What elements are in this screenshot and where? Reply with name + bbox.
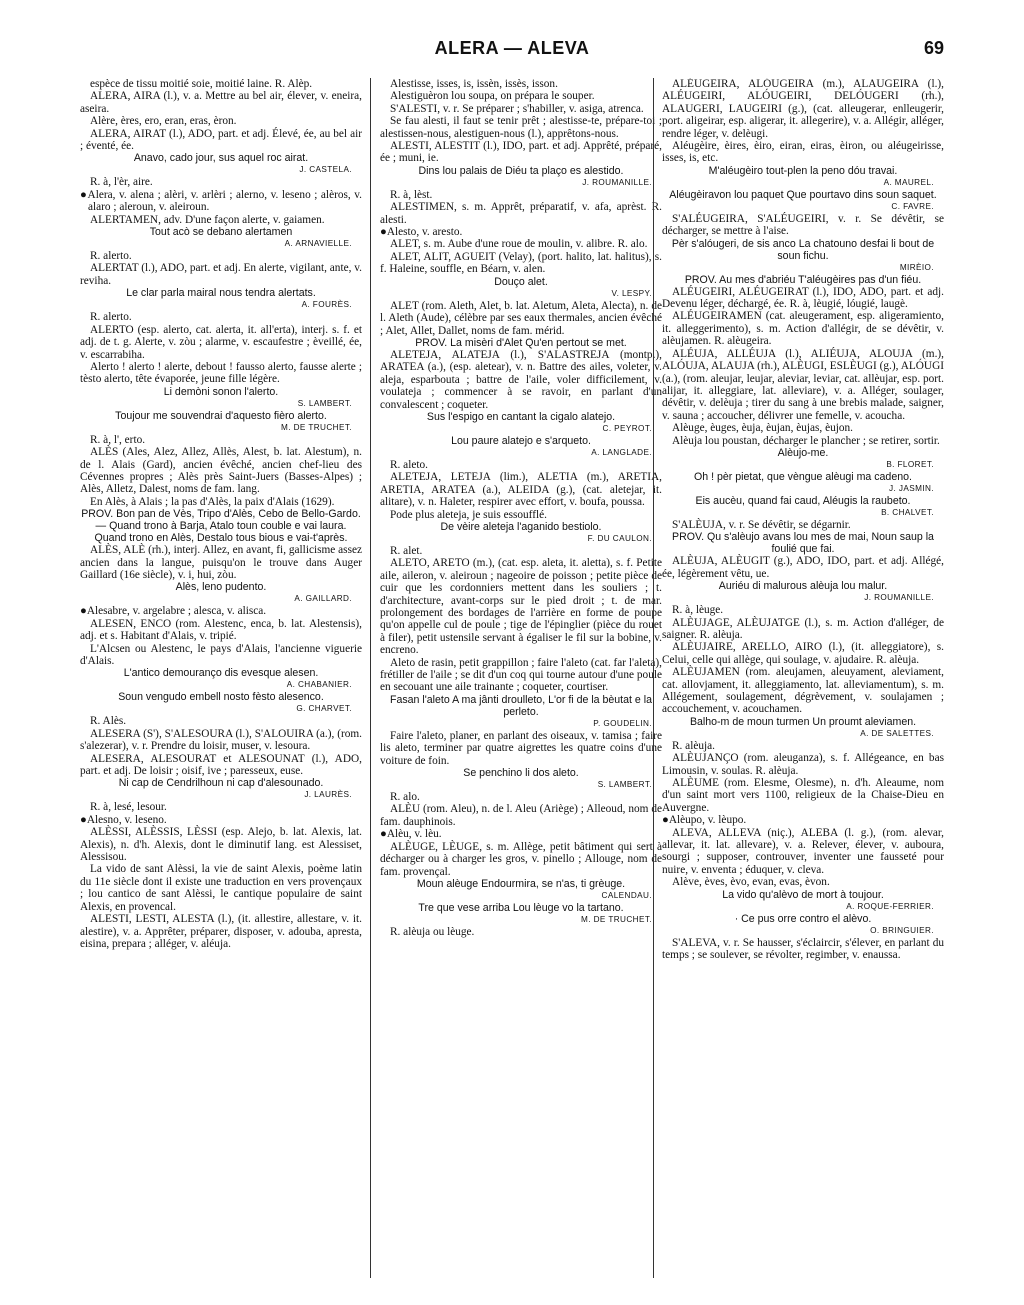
- running-title: ALERA — ALEVA: [434, 38, 590, 58]
- citation-quote: Quand trono en Alès, Destalo tous bious e vai-t'après.: [94, 532, 348, 545]
- citation-author: A. LANGLADE.: [591, 447, 652, 457]
- citation-author: C. FAVRE.: [891, 201, 934, 211]
- citation-author: A. ARNAVIELLE.: [284, 239, 352, 249]
- citation-author: S. LAMBERT.: [597, 780, 652, 790]
- citation-quote: Sus l'espigo en cantant la cigalo alatejo.: [426, 410, 616, 423]
- citation-author: M. DE TRUCHET.: [281, 422, 352, 432]
- citation-quote: Alèujo-me.: [777, 446, 829, 459]
- entry-text: ALETO, ARETO (m.), (cat. esp. aleta, it. aletta), s. f. Petite aile, aileron, v. aleiroun ; nageoire de poisson ; petite pièce de cuir que les cordonniers mettent dans les souliers ; t. d'architecture, avant-corps sur le pied droit ; t. de mar. prolongement des bordages de l'arrière en forme de poupe qu'on appelle cul de poule ; tige de l'épinglier (pièce du rouet à filer), petit ustensile servant à égaliser le fil sur la bobine, v. encreno.: [380, 557, 662, 657]
- citation-author: P. GOUDELIN.: [593, 718, 652, 728]
- entry-text: ALERTO (esp. alerto, cat. alerta, it. all'erta), interj. s. f. et adj. de t. g. Alerte, v. zòu ; alarme, v. escaufestre ; èveillé, ée, v. escarrabiha.: [80, 323, 362, 361]
- entry-text: R. alet.: [390, 544, 423, 557]
- citation-quote: Tout acò se debano alertamen: [149, 226, 293, 239]
- citation-quote: Moun alèuge Endourmira, se n'as, ti grèuge.: [416, 877, 626, 890]
- cross-reference: ●Alera, v. alena ; alèri, v. arlèri ; alerno, v. leseno ; alèros, v. alaro ; aleroun, v. aleiroun.: [80, 188, 362, 214]
- entry-text: ALESTI, ALESTIT (l.), IDO, part. et adj. Apprêté, préparé, ée ; muni, ie.: [380, 140, 662, 165]
- citation-quote: PROV. Bon pan de Vès, Tripo d'Alès, Cebo de Bello-Gardo.: [81, 508, 361, 521]
- entry-text: ALESTIMEN, s. m. Apprêt, préparatif, v. afa, aprèst. R. alesti.: [380, 201, 662, 226]
- entry-text: ALERA, AIRA (l.), v. a. Mettre au bel air, élever, v. eneira, aseira.: [80, 90, 362, 115]
- citation-quote: Se penchino li dos aleto.: [463, 767, 579, 780]
- citation-author: S. LAMBERT.: [297, 398, 352, 408]
- entry-text: ALERA, AIRAT (l.), ADO, part. et adj. Élevé, ée, au bel air ; éventé, ée.: [80, 127, 362, 153]
- citation-quote: M'aléugèiro tout-plen la peno dóu travai.: [708, 164, 898, 177]
- entry-text: Alestisse, isses, is, issèn, issès, isson.: [390, 78, 558, 90]
- citation-quote: Li demòni sonon l'alerto.: [163, 385, 279, 398]
- entry-text: ALET, s. m. Aube d'une roue de moulin, v. alibre. R. alo.: [390, 238, 648, 251]
- entry-text: ALESEN, ENCO (rom. Alestenc, enca, b. lat. Alestensis), adj. et s. Habitant d'Alais, v. tripié.: [80, 617, 362, 643]
- entry-text: R. à, lesé, lesour.: [90, 801, 167, 814]
- entry-text: Aleto de rasin, petit grappillon ; faire l'aleto (cat. far l'aleta), frétiller de l'aile ; se dit d'un coq qui tourne autour d'une poule en secouant une aile trainante ; coqueter, courtiser.: [380, 656, 662, 694]
- entry-text: ALETEJA, ALATEJA (l.), S'ALASTREJA (montp.), ARATEA (a.), (esp. aletear), v. n. Battre des ailes, voleter, v. aleja, esparbouta ; battre de l'aile, voler difficilement, v. voulateja ; commencer à se ravoir, en parlant d'un convalescent ; coqueter.: [380, 348, 662, 411]
- cross-reference: ●Alesto, v. aresto.: [380, 226, 463, 239]
- entry-text: Aléugèire, èires, èiro, eiran, eiras, èiron, ou aléugeirisse, isses, is, etc.: [662, 140, 944, 165]
- entry-text: ALÈUJAGE, ALÈUJATGE (l.), s. m. Action d'alléger, de saigner. R. alèuja.: [662, 616, 944, 641]
- citation-quote: Anavo, cado jour, sus aquel roc airat.: [133, 152, 309, 165]
- column-middle: [380, 78, 662, 1278]
- citation-author: A. CHABANIER.: [286, 680, 352, 690]
- entry-text: ALÈUME (rom. Elesme, Olesme), n. d'h. Aleaume, nom d'un saint mort vers 1100, religieux de la Chaise-Dieu en Auvergne.: [662, 777, 944, 814]
- entry-text: ALÉUGEIRA, ALÓUGEIRA (m.), ALAUGEIRA (l.), ALÉUGEIRI, ALÓUGEIRI, DELÓUGERI (rh.), ALAUGERI, LAUGEIRI (g.), (cat. alleugerar, enlleugerir, port. aligeirar, esp. aligerar, it. allegerire), v. a. Allégir, alléger, rendre léger, v. delèugi.: [662, 78, 944, 140]
- entry-text: En Alès, à Alais ; la pas d'Alès, la paix d'Alais (1629).: [90, 495, 335, 508]
- column-right: [662, 78, 944, 1278]
- citation-quote: Pèr s'alóugeri, de sis anco La chatouno desfai li bout de soun fichu.: [671, 237, 935, 262]
- entry-text: ALET, ALIT, AGUEIT (Velay), (port. halito, lat. halitus), s. f. Haleine, souffle, en Béarn, v. alen.: [380, 250, 662, 276]
- entry-text: S'ALÈUJA, v. r. Se dévêtir, se dégarnir.: [672, 518, 851, 531]
- citation-quote: Ni cap de Cendrilhoun ni cap d'alesounado.: [118, 777, 324, 790]
- citation-author: G. CHARVET.: [296, 704, 352, 714]
- citation-quote: Aléugèiravon lou paquet Que pourtavo dins soun saquet.: [669, 188, 937, 201]
- entry-text: R. à, l', erto.: [90, 433, 146, 446]
- citation-quote: Alès, leno pudento.: [175, 581, 267, 594]
- citation-quote: De vèire aleteja l'aganido bestiolo.: [440, 520, 602, 533]
- entry-text: R. alerto.: [90, 311, 132, 324]
- entry-text: ALÈUJANÇO (rom. aleuganza), s. f. Allégeance, en bas Limousin, v. soulas. R. alèuja.: [662, 752, 944, 777]
- citation-quote: — Quand trono à Barja, Atalo toun couble e vai laura.: [95, 520, 347, 533]
- entry-text: R. alerto.: [90, 250, 132, 263]
- citation-author: J. ROUMANILLE.: [582, 177, 652, 187]
- entry-text: R. Alès.: [90, 715, 127, 728]
- citation-quote: Soun vengudo embell nosto fèsto alesenco.: [118, 691, 324, 704]
- citation-quote: L'antico demouranço dis evesque alesen.: [123, 667, 319, 680]
- citation-quote: La vido qu'alèvo de mort à toujour.: [722, 888, 884, 901]
- citation-author: A. FOURÈS.: [301, 300, 352, 310]
- entry-text: ALÈUJAIRE, ARELLO, AIRO (l.), (it. alleggiatore), s. Celui, celle qui allège, qui soulage, v. ajudaire. R. alèuja.: [662, 641, 944, 666]
- cross-reference: ●Alèupo, v. lèupo.: [662, 814, 747, 827]
- cross-reference: ●Alesabre, v. argelabre ; alesca, v. alisca.: [80, 605, 267, 618]
- running-header: [0, 38, 1024, 68]
- entry-text: ALETEJA, LETEJA (lim.), ALETIA (m.), ARETIA, ARETIA, ARATEA (a.), ALEIDA (g.), (cat. aletejar, it. alitare), v. n. Haleter, respirer avec effort, v. boufa, poussa.: [380, 471, 662, 509]
- citation-author: J. CASTELA.: [299, 165, 352, 175]
- entry-text: ALESERA, ALESOURAT et ALESOUNAT (l.), ADO, part. et adj. De loisir ; oisif, ive ; paresseux, euse.: [80, 752, 362, 778]
- entry-text: R. alèuja.: [672, 739, 715, 752]
- citation-quote: Auriéu di malurous alèuja lou malur.: [718, 580, 888, 593]
- entry-text: Alèuja lou poustan, décharger le plancher ; se retirer, sortir.: [672, 434, 940, 447]
- citation-author: J. LAURÈS.: [304, 790, 352, 800]
- citation-author: M. DE TRUCHET.: [581, 914, 652, 924]
- citation-quote: PROV. Au mes d'abriéu T'aléugèires pas d'un fiéu.: [684, 273, 922, 286]
- citation-author: B. CHALVET.: [881, 507, 934, 517]
- citation-author: CALENDAU.: [601, 890, 652, 900]
- citation-quote: Le clar parla mairal nous tendra alertats.: [126, 287, 316, 300]
- column-left: [80, 78, 362, 1278]
- citation-author: A. MAUREL.: [883, 177, 934, 187]
- entry-text: Alève, èves, èvo, evan, evas, èvon.: [672, 876, 830, 889]
- entry-text: ALÉUGEIRI, ALÉUGEIRAT (l.), IDO, ADO, part. et adj. Devenu léger, déchargé, ée. R. à, lèugié, lóugié, laugè.: [662, 285, 944, 311]
- citation-author: O. BRINGUIER.: [870, 925, 934, 935]
- entry-text: ALÈS (Ales, Alez, Allez, Allès, Alest, b. lat. Alestum), n. de l. Alais (Gard), ancien évêché, ancien chef-lieu des Cévennes propres ; Alès près Saint-Juers (Basses-Alpes) ; Alès, Alletz, Dalest, noms de fam. lang.: [80, 446, 362, 496]
- entry-text: Alère, ères, ero, eran, eras, èron.: [90, 115, 237, 128]
- entry-text: ALÈS, ALÈ (rh.), interj. Allez, en avant, fi, gallicisme assez ancien dans la langue, puisqu'on le trouve dans Auger Gaillard (16e siècle), v. i, hui, zòu.: [80, 544, 362, 581]
- citation-quote: Dins lou palais de Diéu ta plaço es alestido.: [418, 164, 624, 177]
- entry-text: Alerto ! alerto ! alerte, debout ! fausso alerto, fausse alerte ; tèsto alerto, tête évaporée, jeune fille légère.: [80, 360, 362, 386]
- citation-author: A. DE SALETTES.: [860, 728, 934, 738]
- column-divider: [653, 78, 654, 1278]
- column-divider: [370, 78, 371, 1278]
- entry-text: ALÈUJAMEN (rom. aleujamen, aleuyament, aleviament, cat. allovjament, it. alleggiamento, lat. alleviamentum), s. m. Allégement, soulagement, dégrèvement, v. soulajamen ; accouchement, v. acouchamen.: [662, 666, 944, 716]
- entry-text: Faire l'aleto, planer, en parlant des oiseaux, v. tamisa ; faire lis aleto, terminer par quatre aigrettes les quatre coins d'une voiture de foin.: [380, 729, 662, 767]
- citation-author: F. DU CAULON.: [587, 533, 652, 543]
- entry-text: R. alèuja ou lèuge.: [390, 925, 475, 938]
- entry-text: ALÉUGEIRAMEN (cat. aleugerament, esp. aligeramiento, it. alleggerimento), s. m. Action d'allégir, de se dévêtir, v. alèujamen. R. alèugeira.: [662, 310, 944, 348]
- citation-quote: PROV. La misèri d'Alet Qu'en pertout se met.: [415, 336, 627, 349]
- citation-author: J. JASMIN.: [889, 483, 934, 493]
- entry-text: ALÉUJA, ALLÉUJA (l.), ALIÉUJA, ALOUJA (m.), ALÓUJA, ALAUJA (rh.), ALÈUGI, ESLÈUGI (g.), ALÓUGI (a.), (rom. aleujar, leujar, aleviar, leviar, cat. allèujar, esp. port. alijar, it. alleggiare, lat. alleviare), v. a. Alléger, soulager, dévêtir, v. delèuja ; tirer du sang à une brebis malade, saigner, v. sauna ; accoucher, délivrer une femelle, v. acoucha.: [662, 347, 944, 422]
- citation-quote: Toujour me souvendrai d'aquesto fièro alerto.: [115, 409, 327, 422]
- entry-text: Alèuge, èuges, èuja, èujan, èujas, èujon.: [672, 422, 853, 435]
- citation-author: C. PEYROT.: [602, 423, 652, 433]
- citation-quote: Lou paure alatejo e s'arqueto.: [451, 434, 591, 447]
- citation-author: A. GAILLARD.: [294, 594, 352, 604]
- entry-text: ALÈUGE, LÈUGE, s. m. Allège, petit bâtiment qui sert à décharger ou à charger les gros, v. pinello ; Allouge, nom de fam. provençal.: [380, 840, 662, 878]
- entry-text: Se fau alesti, il faut se tenir prêt ; alestisse-te, prépare-toi ; alestissen-nous, alestiguen-nous (l.), apprêtons-nous.: [380, 115, 662, 140]
- entry-text: R. alo.: [390, 791, 420, 804]
- entry-text: S'ALESTI, v. r. Se préparer ; s'habiller, v. asiga, atrenca.: [390, 102, 644, 115]
- citation-author: J. ROUMANILLE.: [864, 593, 934, 603]
- entry-text: S'ALEVA, v. r. Se hausser, s'éclaircir, s'élever, en parlant du temps ; se soulever, se révolter, regimber, v. enaussa.: [662, 936, 944, 962]
- citation-quote: Eis aucèu, quand fai caud, Aléugis la raubeto.: [695, 494, 911, 507]
- entry-text: ALERTAT (l.), ADO, part. et adj. En alerte, vigilant, ante, v. reviha.: [80, 262, 362, 287]
- entry-text: ALEVA, ALLEVA (niç.), ALEBA (l. g.), (rom. alevar, allevar, it. lat. allevare), v. a. Relever, élever, v. auboura, sourgi ; supposer, controuver, inventer une fausseté pour nuire, v. enventa ; éduquer, v. cleva.: [662, 826, 944, 876]
- entry-text: ALERTAMEN, adv. D'une façon alerte, v. gaiamen.: [90, 213, 325, 226]
- citation-quote: · Ce pus orre contro el alèvo.: [734, 912, 872, 925]
- cross-reference: ●Alesno, v. leseno.: [80, 813, 167, 826]
- page-number: 69: [923, 38, 944, 58]
- entry-text: ALESERA (S'), S'ALESOURA (l.), S'ALOUIRA (a.), (rom. s'alezerar), v. r. Prendre du loisir, muser, v. lesoura.: [80, 727, 362, 753]
- citation-quote: Balho-m de moun turmen Un proumt aleviamen.: [689, 715, 917, 728]
- cross-reference: ●Alèu, v. lèu.: [380, 828, 442, 841]
- citation-quote: PROV. Qu s'alèujo avans lou mes de mai, Noun saup la foulié que fai.: [672, 531, 934, 556]
- citation-quote: Oh ! pèr pietat, que vèngue alèugi ma cadeno.: [694, 470, 912, 483]
- citation-author: V. LESPY.: [611, 288, 652, 298]
- entry-text: Pode plus aleteja, je suis essoufflé.: [390, 508, 547, 521]
- citation-author: MIRÈIO.: [899, 262, 934, 272]
- entry-text: ALÈSSI, ALÈSSIS, LÈSSI (esp. Alejo, b. lat. Alexis, lat. Alexis), n. d'h. Alexis, dont le diminutif lang. est Alessiset, Alessisou.: [80, 826, 362, 864]
- citation-author: A. ROQUE-FERRIER.: [846, 901, 934, 911]
- entry-text: ALÈU (rom. Aleu), n. de l. Aleu (Ariège) ; Alleoud, nom de fam. dauphinois.: [380, 803, 662, 828]
- entry-text: R. à, l'èr, aire.: [90, 176, 153, 189]
- citation-quote: Tre que vese arriba Lou lèuge vo la tartano.: [418, 901, 624, 914]
- citation-quote: Fasan l'aleto A ma jânti droulleto, L'or fi de la bèutat e la perleto.: [390, 693, 652, 718]
- entry-text: Alestiguèron lou soupa, on prépara le souper.: [390, 90, 595, 103]
- entry-text: L'Alcsen ou Alestenc, le pays d'Alais, l'ancienne viguerie d'Alais.: [80, 642, 362, 667]
- entry-text: R. à, lèuge.: [672, 604, 724, 617]
- entry-text: ALET (rom. Aleth, Alet, b. lat. Aletum, Aleta, Alecta), n. de l. Aleth (Aude), célèbre par ses eaux thermales, ancien évêché ; Alet, Allet, Dallet, noms de fam. mérid.: [380, 299, 662, 337]
- entry-text: La vido de sant Alèssi, la vie de saint Alexis, poème latin du 11e siècle dont il existe une traduction en vers provençaux ; lou cantico de sant Alèssi, le cantique populaire de saint Alexis, en provencal.: [80, 863, 362, 913]
- entry-text: R. aleto.: [390, 458, 428, 471]
- citation-quote: Douço alet.: [494, 275, 548, 288]
- entry-text: ALESTI, LESTI, ALESTA (l.), (it. allestire, allestare, v. it. alestire), v. a. Apprêter, préparer, disposer, v. adouba, apresta, eisina, prepara ; alléger, v. aléuja.: [80, 913, 362, 950]
- citation-author: B. FLORET.: [886, 459, 934, 469]
- entry-text: R. à, lèst.: [390, 188, 433, 201]
- entry-text: espèce de tissu moitié soie, moitié laine. R. Alèp.: [90, 78, 313, 90]
- entry-text: ALÈUJA, ALÈUGIT (g.), ADO, IDO, part. et adj. Allégé, ée, légèrement vêtu, ue.: [662, 555, 944, 580]
- entry-text: S'ALÉUGEIRA, S'ALÉUGEIRI, v. r. Se dévêtir, se décharger, se mettre à l'aise.: [662, 212, 944, 238]
